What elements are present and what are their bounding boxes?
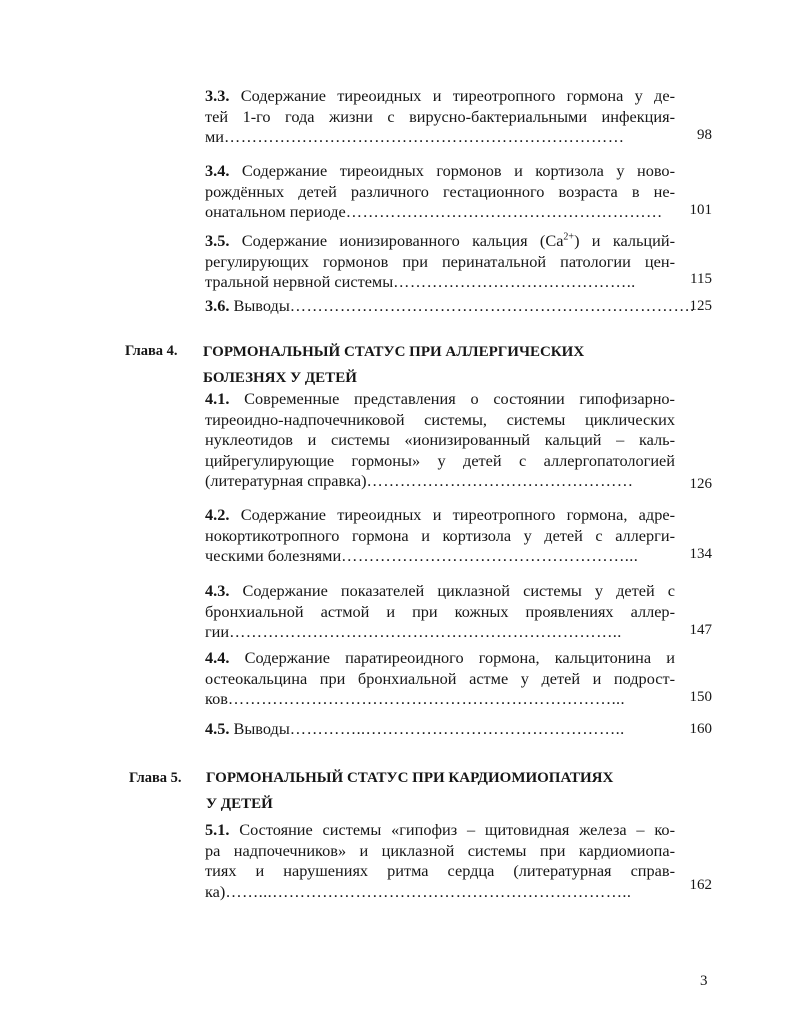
entry-line: цийрегулирующие гормоны» у детей с аллергопатологией	[205, 450, 675, 470]
entry-line: тиреоидно-надпочечниковой системы, системы циклических	[205, 409, 675, 429]
chapter-4-label: Глава 4.	[125, 343, 178, 359]
entry-line: тральной нервной системы……………………………………..	[205, 272, 636, 291]
toc-entry-3-5[interactable]	[205, 231, 675, 293]
entry-line: 4.5. Выводы…………..………………………………………..	[205, 719, 625, 738]
page-number: 126	[689, 476, 712, 492]
entry-line: 3.5. Содержание ионизированного кальция $(Са^{2+})$ и кальций-	[205, 231, 675, 250]
entry-line: 3.6. Выводы……………………………………………………………….	[205, 296, 695, 315]
entry-line: ра надпочечников» и циклазной системы при кардиомиопа-	[205, 840, 675, 860]
entry-line: онатальном периоде…………………………………………………	[205, 202, 663, 221]
entry-line: гии……………………………………………………………..	[205, 622, 622, 641]
page-number: 162	[689, 877, 712, 893]
entry-line: ми………………………………………………………………	[205, 127, 625, 146]
entry-line: ков……………………………………………………………...	[205, 689, 626, 708]
entry-line: 5.1. Состояние системы «гипофиз – щитовидная железа – ко-	[205, 820, 675, 839]
chapter-5-label: Глава 5.	[129, 770, 182, 786]
page-number: 134	[689, 546, 712, 562]
toc-entry-4-5[interactable]	[205, 719, 675, 740]
entry-line: (литературная справка)…………………………………………	[205, 471, 634, 490]
entry-line: тей 1-го года жизни с вирусно-бактериальными инфекция-	[205, 106, 675, 126]
entry-line: 3.4. Содержание тиреоидных гормонов и кортизола у ново-	[205, 161, 675, 180]
entry-line: нуклеотидов и системы «ионизированный кальций – каль-	[205, 430, 675, 449]
entry-line: 4.2. Содержание тиреоидных и тиреотропного гормона, адре-	[205, 505, 675, 524]
toc-entry-4-3[interactable]	[205, 581, 675, 643]
chapter-4-title[interactable]: ГОРМОНАЛЬНЫЙ СТАТУС ПРИ АЛЛЕРГИЧЕСКИХ БОЛЕЗНЯХ У ДЕТЕЙ	[203, 344, 585, 386]
toc-entry-4-2[interactable]	[205, 505, 675, 567]
page-number: 150	[689, 689, 712, 705]
entry-line: тиях и нарушениях ритма сердца (литературная справ-	[205, 861, 675, 880]
page-number: 115	[690, 271, 712, 287]
entry-line: ка)……...………………………………………………………..	[205, 881, 632, 901]
page-number: 98	[697, 127, 712, 143]
entry-line: рождённых детей различного гестационного возраста в не-	[205, 181, 675, 201]
toc-entry-3-6[interactable]	[205, 296, 695, 317]
entry-line: регулирующих гормонов при перинатальной патологии цен-	[205, 251, 675, 271]
entry-line: ческими болезнями……………………………………………...	[205, 546, 639, 565]
page-number: 101	[689, 202, 712, 218]
toc-entry-3-3[interactable]	[205, 86, 675, 148]
entry-line: остеокальцина при бронхиальной астме у детей и подрост-	[205, 668, 675, 688]
entry-line: 4.3. Содержание показателей циклазной системы у детей с	[205, 581, 675, 600]
toc-entry-4-4[interactable]	[205, 648, 675, 710]
entry-line: 3.3. Содержание тиреоидных и тиреотропного гормона у де-	[205, 86, 675, 105]
page-number: 125	[689, 298, 712, 314]
toc-entry-3-4[interactable]	[205, 161, 675, 223]
entry-line: бронхиальной астмой и при кожных проявлениях аллер-	[205, 601, 675, 621]
toc-entry-5-1[interactable]	[205, 820, 675, 902]
toc-entry-4-1[interactable]	[205, 389, 675, 492]
page-number: 160	[689, 721, 712, 737]
folio-page-number: 3	[700, 973, 708, 989]
entry-line: 4.1. Современные представления о состоянии гипофизарно-	[205, 389, 675, 408]
entry-line: 4.4. Содержание паратиреоидного гормона, кальцитонина и	[205, 648, 675, 667]
page-number: 147	[689, 622, 712, 638]
chapter-5-title[interactable]: ГОРМОНАЛЬНЫЙ СТАТУС ПРИ КАРДИОМИОПАТИЯХ У ДЕТЕЙ	[206, 770, 614, 812]
entry-line: нокортикотропного гормона и кортизола у детей с аллерги-	[205, 525, 675, 545]
